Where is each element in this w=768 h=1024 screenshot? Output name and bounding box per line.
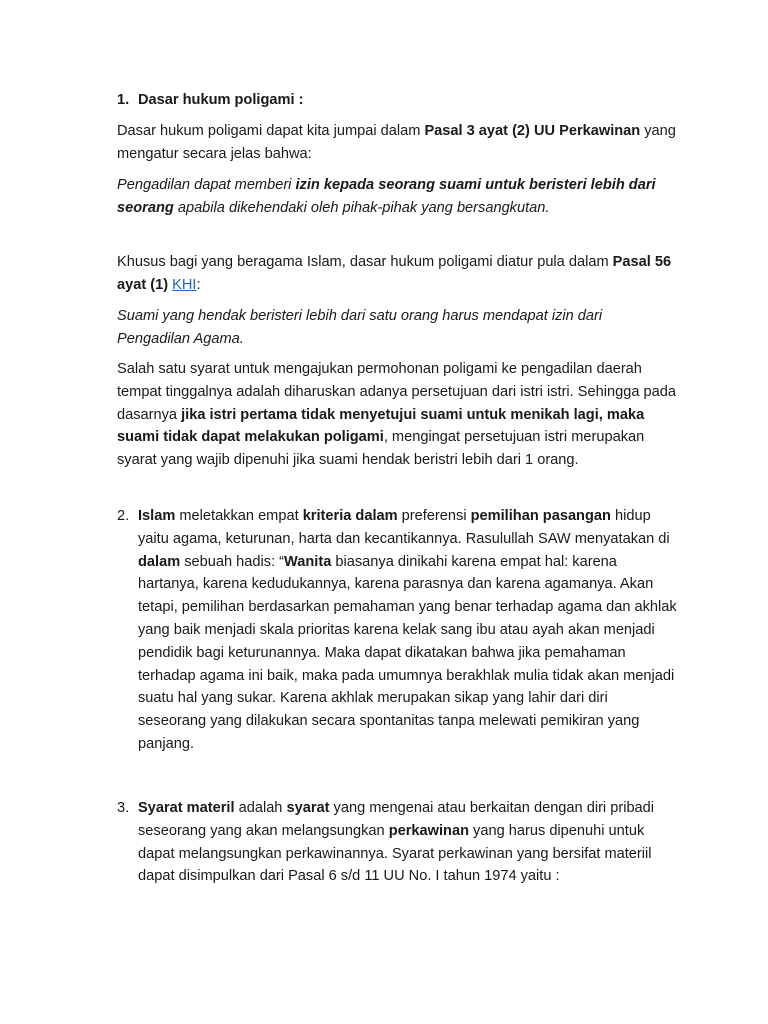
paragraph-text: Salah satu syarat untuk mengajukan permohonan poligami ke pengadilan daerah tempat tinggalnya adalah diharuskan adanya persetujuan dari istri istri. Sehingga pada dasarnya	[117, 361, 676, 423]
bold-text: dalam	[138, 553, 181, 570]
list-text: biasanya dinikahi karena empat hal: karena hartanya, karena kedudukannya, karena parasnya dan karena agamanya. Akan tetapi, pemilihan berdasarkan pemahaman yang benar terhadap agama dan akhlak yang baik menjadi skala prioritas karena kelak sang ibu atau ayah akan menjadi pendidik bagi keturunannya. Maka dapat dikatakan bahwa jika pemahaman terhadap agama ini baik, maka pada umumnya berakhlak mulia tidak akan menjadi suatu hal yang sukar. Karena akhlak merupakan sikap yang lahir dari diri seseorang yang dilakukan secara spontanitas tanpa melewati pemikiran yang panjang.	[138, 553, 677, 752]
list-text: yang mengenai atau berkaitan dengan diri pribadi seseorang yang akan melangsungkan	[138, 800, 655, 839]
paragraph-requirement	[117, 358, 677, 472]
bold-text: jika istri pertama tidak menyetujui suami untuk menikah lagi, maka suami tidak dapat melakukan poligami	[117, 406, 645, 446]
bold-text: Islam	[138, 508, 176, 524]
bold-text: Syarat materil	[138, 800, 235, 816]
list-text: sebuah hadis: “	[180, 553, 285, 570]
bold-text: izin kepada seorang suami untuk beristeri lebih dari seorang	[117, 177, 656, 216]
paragraph-text: Dasar hukum poligami dapat kita jumpai dalam	[117, 123, 425, 139]
list-item	[138, 505, 678, 756]
paragraph-text: :	[196, 276, 201, 293]
heading-number: 1.	[117, 92, 130, 108]
paragraph-islam	[117, 251, 677, 297]
quote-text: Pengadilan dapat memberi	[117, 177, 296, 193]
paragraph-text: , mengingat persetujuan istri merupakan syarat yang wajib dipenuhi jika suami hendak beristri lebih dari 1 orang.	[117, 429, 645, 469]
list-text: meletakkan empat	[175, 508, 303, 524]
list-text: hidup yaitu agama, keturunan, harta dan kecantikannya. Rasulullah SAW menyatakan di	[138, 508, 670, 547]
bold-text: Wanita	[284, 553, 332, 570]
paragraph-text: Khusus bagi yang beragama Islam, dasar hukum poligami diatur pula dalam	[117, 254, 613, 270]
khi-link[interactable]: KHI	[172, 276, 197, 293]
list-number: 3.	[117, 800, 130, 816]
quote-khi: Suami yang hendak beristeri lebih dari satu orang harus mendapat izin dari Pengadilan Agama.	[117, 308, 603, 347]
bold-text: kriteria dalam	[302, 508, 398, 524]
section-heading: Dasar hukum poligami :	[138, 92, 304, 108]
quote-text: apabila dikehendaki oleh pihak-pihak yang bersangkutan.	[173, 199, 550, 216]
quote-article	[117, 174, 677, 220]
bold-text: pemilihan pasangan	[470, 508, 611, 524]
bold-text: Pasal 56 ayat (1)	[117, 254, 672, 293]
list-number: 2.	[117, 508, 130, 524]
bold-text: perkawinan	[388, 822, 469, 839]
bold-text: Pasal 3 ayat (2) UU Perkawinan	[424, 123, 641, 139]
list-text: adalah	[234, 800, 287, 816]
paragraph-text: yang mengatur secara jelas bahwa:	[117, 123, 676, 162]
bold-text: syarat	[286, 800, 330, 816]
list-text: yang harus dipenuhi untuk dapat melangsungkan perkawinannya. Syarat perkawinan yang bersifat materiil dapat disimpulkan dari Pasal 6 s/d 11 UU No. I tahun 1974 yaitu :	[138, 822, 652, 885]
paragraph-legal-basis	[117, 120, 677, 166]
list-item	[138, 797, 678, 888]
list-text: preferensi	[397, 508, 471, 524]
